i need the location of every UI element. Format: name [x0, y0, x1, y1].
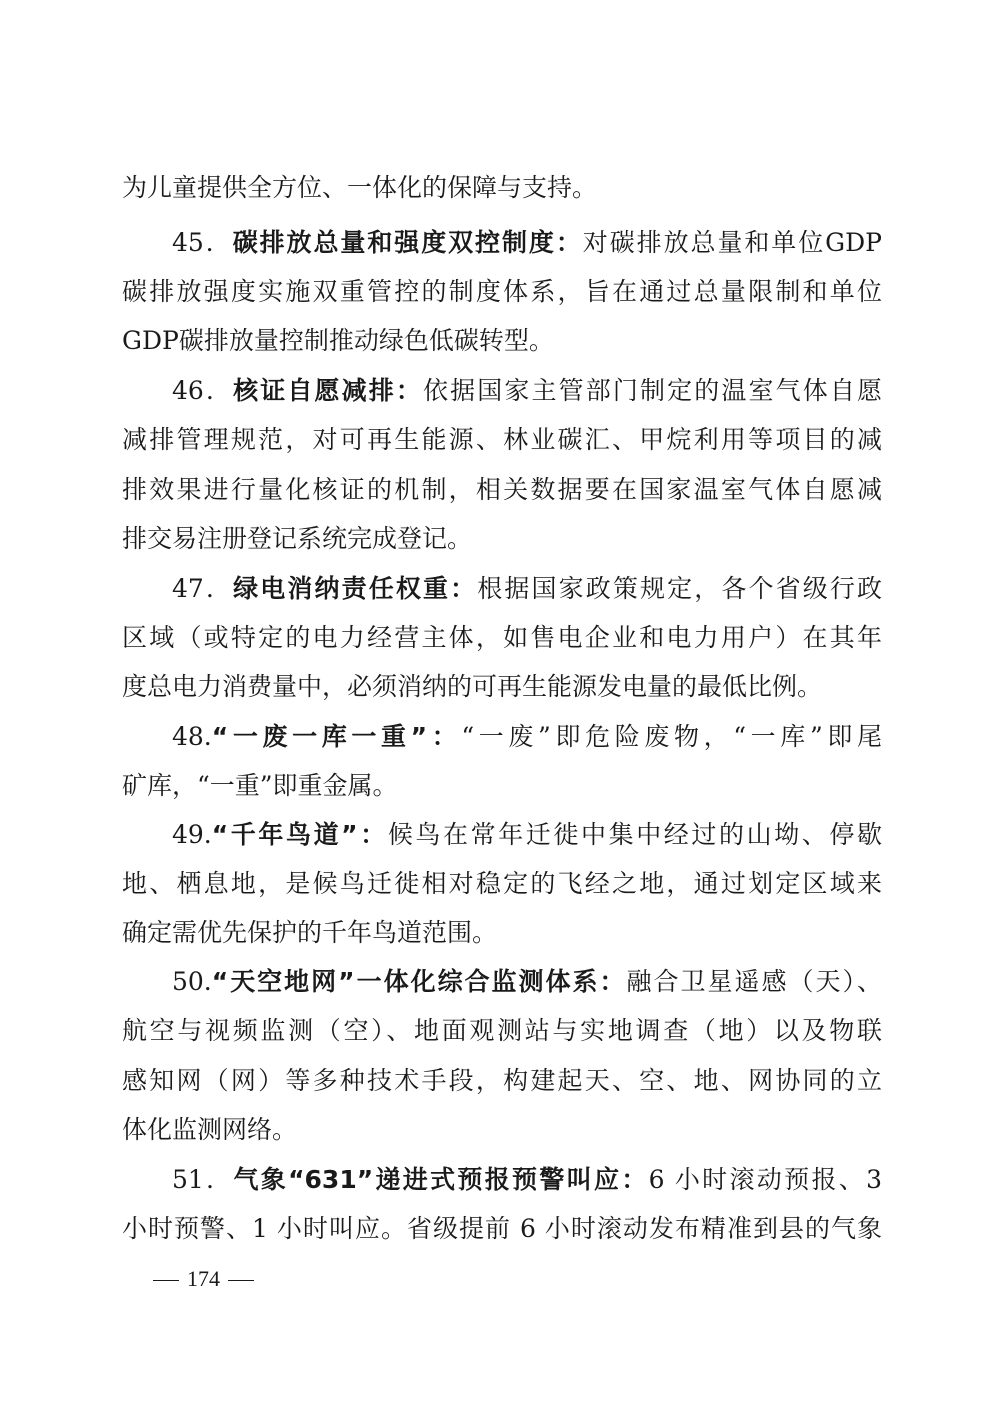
entry-48-line-2: 矿库，“一重”即重金属。 [122, 771, 398, 800]
entry-46-text-1: 依据国家主管部门制定的温室气体自愿 [422, 376, 882, 405]
entry-46-line-1 [122, 376, 882, 406]
entry-49-term: “千年鸟道”： [211, 820, 388, 849]
footer-dash-right [228, 1280, 254, 1281]
entry-50-text-1: 融合卫星遥感（天）、 [626, 967, 882, 996]
entry-49-line-1 [122, 820, 882, 850]
entry-51-line-1 [122, 1165, 882, 1195]
intro-tail-line: 为儿童提供全方位、一体化的保障与支持。 [122, 173, 598, 202]
entry-45-number: 45． [172, 228, 233, 257]
entry-45-line-3: GDP碳排放量控制推动绿色低碳转型。 [122, 326, 554, 355]
entry-47-line-1 [122, 574, 882, 604]
entry-47-text-1: 根据国家政策规定，各个省级行政 [477, 574, 882, 603]
entry-45-line-1 [122, 228, 882, 258]
entry-48-text-1: “一废”即危险废物，“一库”即尾 [461, 722, 882, 751]
entry-50-line-1 [122, 967, 882, 997]
entry-50-number: 50. [172, 967, 212, 996]
entry-46-line-4: 排交易注册登记系统完成登记。 [122, 524, 473, 553]
entry-51-number: 51． [172, 1165, 234, 1194]
page-footer [145, 1265, 262, 1293]
entry-51-text-1: 6 小时滚动预报、3 [648, 1165, 882, 1194]
entry-47-term: 绿电消纳责任权重： [233, 574, 478, 603]
entry-50-line-3: 感知网（网）等多种技术手段，构建起天、空、地、网协同的立 [122, 1066, 882, 1095]
entry-47-line-2: 区域（或特定的电力经营主体，如售电企业和电力用户）在其年 [122, 623, 882, 652]
entry-50-line-2: 航空与视频监测（空）、地面观测站与实地调查（地）以及物联 [122, 1016, 882, 1045]
entry-50-line-4: 体化监测网络。 [122, 1115, 298, 1144]
entry-46-number: 46． [172, 376, 234, 405]
entry-47-number: 47． [172, 574, 234, 603]
entry-51-term: 气象“631”递进式预报预警叫应： [233, 1165, 649, 1194]
entry-49-number: 49. [172, 820, 212, 849]
entry-48-line-1 [122, 722, 882, 752]
entry-49-line-3: 确定需优先保护的千年鸟道范围。 [122, 918, 498, 947]
entry-46-line-3: 排效果进行量化核证的机制，相关数据要在国家温室气体自愿减 [122, 475, 882, 504]
entry-45-term: 碳排放总量和强度双控制度： [232, 228, 583, 257]
entry-47-line-3: 度总电力消费量中，必须消纳的可再生能源发电量的最低比例。 [122, 672, 823, 701]
page-number: 174 [187, 1266, 220, 1291]
entry-49-text-1: 候鸟在常年迁徙中集中经过的山坳、停歇 [387, 820, 882, 849]
entry-48-number: 48. [172, 722, 212, 751]
entry-51-line-2: 小时预警、1 小时叫应。省级提前 6 小时滚动发布精准到县的气象 [122, 1214, 882, 1243]
footer-dash-left [153, 1280, 179, 1281]
entry-45-line-2: 碳排放强度实施双重管控的制度体系，旨在通过总量限制和单位 [122, 277, 882, 306]
entry-50-term: “天空地网”一体化综合监测体系： [211, 967, 627, 996]
entry-49-line-2: 地、栖息地，是候鸟迁徙相对稳定的飞经之地，通过划定区域来 [122, 869, 882, 898]
entry-46-line-2: 减排管理规范，对可再生能源、林业碳汇、甲烷利用等项目的减 [122, 425, 882, 454]
entry-46-term: 核证自愿减排： [233, 376, 423, 405]
entry-45-text-1: 对碳排放总量和单位GDP [582, 228, 882, 257]
entry-48-term: “一废一库一重”： [211, 722, 462, 751]
